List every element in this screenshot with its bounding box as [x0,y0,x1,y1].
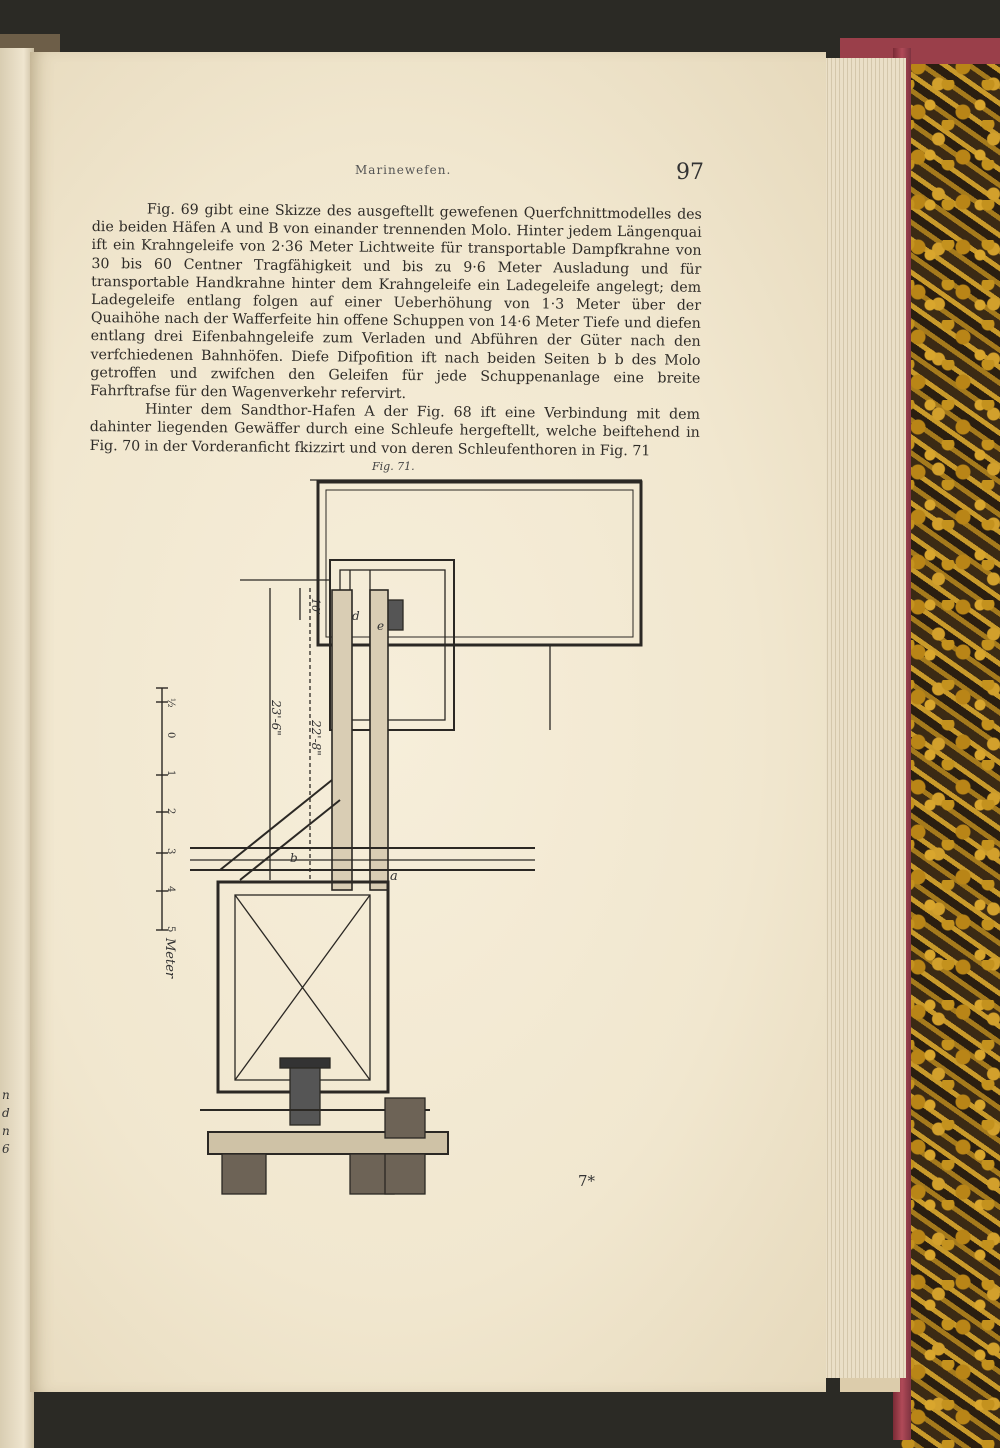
scale-tick: 4 [165,886,176,893]
figure-caption: Fig. 71. [372,460,415,473]
dimension-label: 23'-6" [269,700,283,736]
facing-page-letter: d [2,1106,10,1120]
facing-page-letter: n [2,1088,10,1102]
part-label-b: b [290,851,298,865]
marbled-edge [900,40,1000,1448]
facing-page [0,48,34,1448]
lock-gate-drawing [140,470,700,1200]
page-number: 97 [676,160,704,185]
part-label-e: e [377,619,385,633]
scale-unit: Meter [162,938,177,979]
scale-top-label: ½ [165,698,176,708]
part-label-d: d [352,609,360,623]
scale-tick: 5 [165,926,176,933]
paragraph: Fig. 69 gibt eine Skizze des ausgeftellt gewefenen Querfchnittmodelles des die beiden Häfen A und B von einander trennenden Molo. Hinter jedem Längenquai ift ein Krahngeleife von 2·36 Meter Lichtweite für transportable Dampfkrahne von 30 bis 60 Centner Tragfähigkeit und bis zu 9·6 Meter Ausladung und für transportable Handkrahne hinter dem Krahngeleife ein Ladegeleife angelegt; dem Ladegeleife entlang folgen auf einer Ueberhöhung von 1·3 Meter über der Quaihöhe nach der Wafferfeite hin offene Schuppen von 14·6 Meter Tiefe und diefen entlang drei Eifenbahngeleife zum Verladen und Abführen der Güter nach den verfchiedenen Bahnhöfen. Diefe Difpofition ift nach beiden Seiten b b des Molo getroffen und zwifchen den Geleifen für jede Schuppenanlage eine breite Fahrftrafse für den Wagenverkehr refervirt. [90,201,702,403]
facing-page-letter: 6 [2,1142,10,1156]
body-text [90,200,702,461]
paragraph: Hinter dem Sandthor-Hafen A der Fig. 68 ift eine Verbindung mit dem dahinter liegenden Gewäffer durch eine Schleufe hergeftellt, welche beiftehend in Fig. 70 in der Vorderanficht fkizzirt und von deren Schleufenthoren in Fig. 71 [89,401,701,460]
dimension-label: 10' [309,598,322,616]
running-head: Marinewefen. [355,163,452,177]
scale-tick: 3 [165,848,176,855]
dimension-label: 22'-8" [309,720,323,756]
scale-tick: 1 [165,770,176,777]
signature-mark: 7* [578,1172,596,1190]
part-label-a: a [390,869,398,884]
page-edges [820,58,906,1378]
facing-page-letter: n [2,1124,10,1138]
scale-tick: 2 [165,808,176,815]
scale-tick: 0 [165,732,176,739]
